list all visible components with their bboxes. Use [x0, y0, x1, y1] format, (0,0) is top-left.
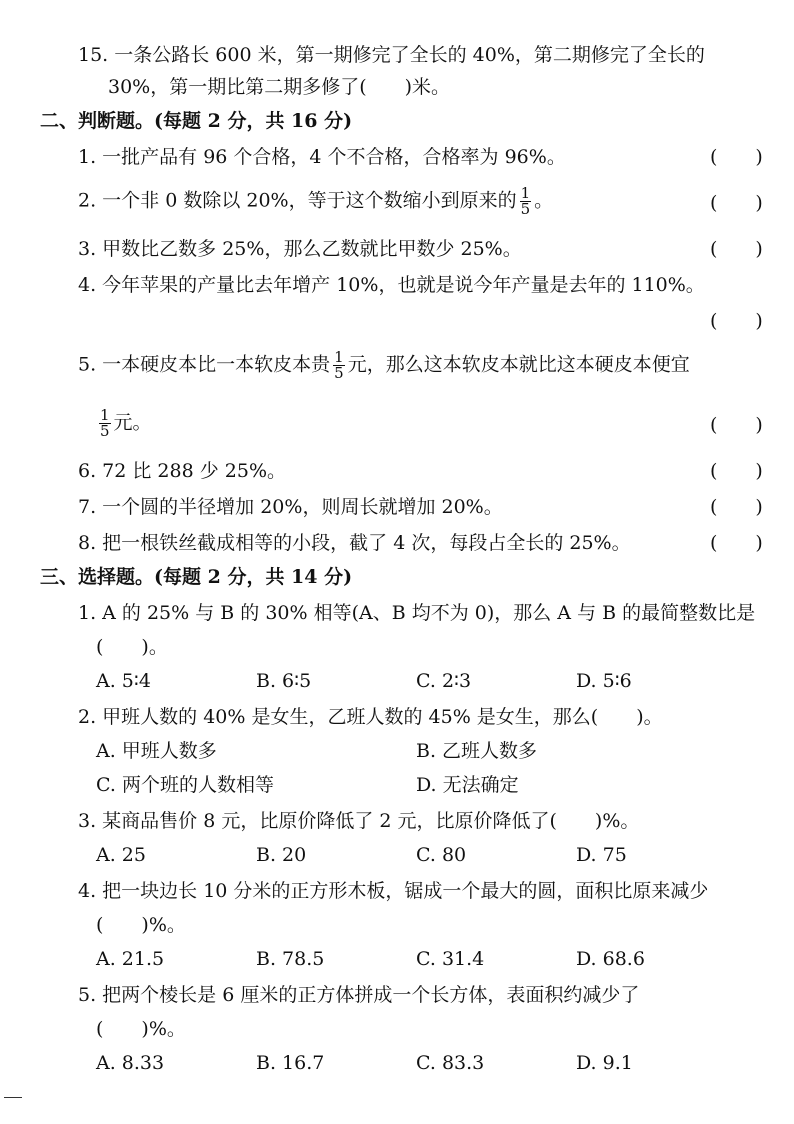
judge-item-8: 8. 把一根铁丝截成相等的小段，截了 4 次，每段占全长的 25%。: [78, 532, 631, 554]
choice-q5-option-d[interactable]: D. 9.1: [576, 1052, 633, 1074]
judge-item-6: 6. 72 比 288 少 25%。: [78, 460, 286, 482]
choice-q3-option-d[interactable]: D. 75: [576, 844, 627, 866]
q15-line1: 15. 一条公路长 600 米，第一期修完了全长的 40%，第二期修完了全长的: [78, 44, 705, 66]
choice-q1-line1: 1. A 的 25% 与 B 的 30% 相等(A、B 均不为 0)，那么 A 与 B 的最简整数比是: [78, 602, 756, 624]
choice-q5-option-a[interactable]: A. 8.33: [96, 1052, 165, 1074]
choice-q3-option-a[interactable]: A. 25: [96, 844, 146, 866]
judge-answer-2[interactable]: ( ): [710, 192, 763, 214]
choice-q1-option-d[interactable]: D. 5∶6: [576, 670, 632, 692]
choice-q5-option-b[interactable]: B. 16.7: [256, 1052, 325, 1074]
judge-item-4: 4. 今年苹果的产量比去年增产 10%，也就是说今年产量是去年的 110%。: [78, 274, 705, 296]
judge-item-5-line2: $\frac{1}{5}$ 元。: [100, 406, 152, 440]
choice-q1-option-b[interactable]: B. 6∶5: [256, 670, 312, 692]
judge-answer-6[interactable]: ( ): [710, 460, 763, 482]
judge-item-2-text: 2. 一个非 0 数除以 20%，等于这个数缩小到原来的: [78, 189, 517, 212]
judge-answer-3[interactable]: ( ): [710, 238, 763, 260]
choice-q1-option-c[interactable]: C. 2∶3: [416, 670, 472, 692]
section2-title: 二、判断题。(每题 2 分，共 16 分): [40, 110, 353, 132]
choice-q1-option-a[interactable]: A. 5∶4: [96, 670, 151, 692]
choice-q3-option-c[interactable]: C. 80: [416, 844, 467, 866]
fraction-one-fifth: $\frac{1}{5}$: [100, 406, 110, 440]
choice-q2-option-b[interactable]: B. 乙班人数多: [416, 740, 538, 762]
choice-q5-line1: 5. 把两个棱长是 6 厘米的正方体拼成一个长方体，表面积约减少了: [78, 984, 640, 1006]
choice-q2-option-d[interactable]: D. 无法确定: [416, 774, 519, 796]
choice-q2-option-c[interactable]: C. 两个班的人数相等: [96, 774, 274, 796]
judge-answer-4[interactable]: ( ): [710, 310, 763, 332]
page-edge-mark: [4, 1097, 22, 1098]
choice-q4-option-a[interactable]: A. 21.5: [96, 948, 165, 970]
choice-q5-option-c[interactable]: C. 83.3: [416, 1052, 485, 1074]
choice-q2-line1: 2. 甲班人数的 40% 是女生，乙班人数的 45% 是女生，那么( )。: [78, 706, 663, 728]
choice-q3-line1: 3. 某商品售价 8 元，比原价降低了 2 元，比原价降低了( )%。: [78, 810, 640, 832]
judge-answer-7[interactable]: ( ): [710, 496, 763, 518]
choice-q3-option-b[interactable]: B. 20: [256, 844, 307, 866]
choice-q4-option-d[interactable]: D. 68.6: [576, 948, 645, 970]
section3-title: 三、选择题。(每题 2 分，共 14 分): [40, 566, 353, 588]
choice-q4-line1: 4. 把一块边长 10 分米的正方形木板，锯成一个最大的圆，面积比原来减少: [78, 880, 709, 902]
judge-item-2: 2. 一个非 0 数除以 20%，等于这个数缩小到原来的 $\frac{1}{5}$ 。: [78, 184, 554, 218]
choice-q4-line2[interactable]: ( )%。: [96, 914, 186, 936]
judge-item-1: 1. 一批产品有 96 个合格，4 个不合格，合格率为 96%。: [78, 146, 566, 168]
choice-q2-option-a[interactable]: A. 甲班人数多: [96, 740, 217, 762]
judge-item-3: 3. 甲数比乙数多 25%，那么乙数就比甲数少 25%。: [78, 238, 522, 260]
choice-q4-option-b[interactable]: B. 78.5: [256, 948, 325, 970]
judge-item-7: 7. 一个圆的半径增加 20%，则周长就增加 20%。: [78, 496, 503, 518]
q15-line2: 30%，第一期比第二期多修了( )米。: [108, 76, 451, 98]
judge-item-5-line1: 5. 一本硬皮本比一本软皮本贵 $\frac{1}{5}$ 元，那么这本软皮本就比这本硬皮本便宜: [78, 348, 690, 382]
judge-answer-5[interactable]: ( ): [710, 414, 763, 436]
choice-q4-option-c[interactable]: C. 31.4: [416, 948, 485, 970]
choice-q5-line2[interactable]: ( )%。: [96, 1018, 186, 1040]
judge-answer-1[interactable]: ( ): [710, 146, 763, 168]
fraction-one-fifth: $\frac{1}{5}$: [520, 184, 531, 218]
judge-answer-8[interactable]: ( ): [710, 532, 763, 554]
fraction-one-fifth: $\frac{1}{5}$: [334, 348, 344, 382]
choice-q1-line2[interactable]: ( )。: [96, 636, 168, 658]
